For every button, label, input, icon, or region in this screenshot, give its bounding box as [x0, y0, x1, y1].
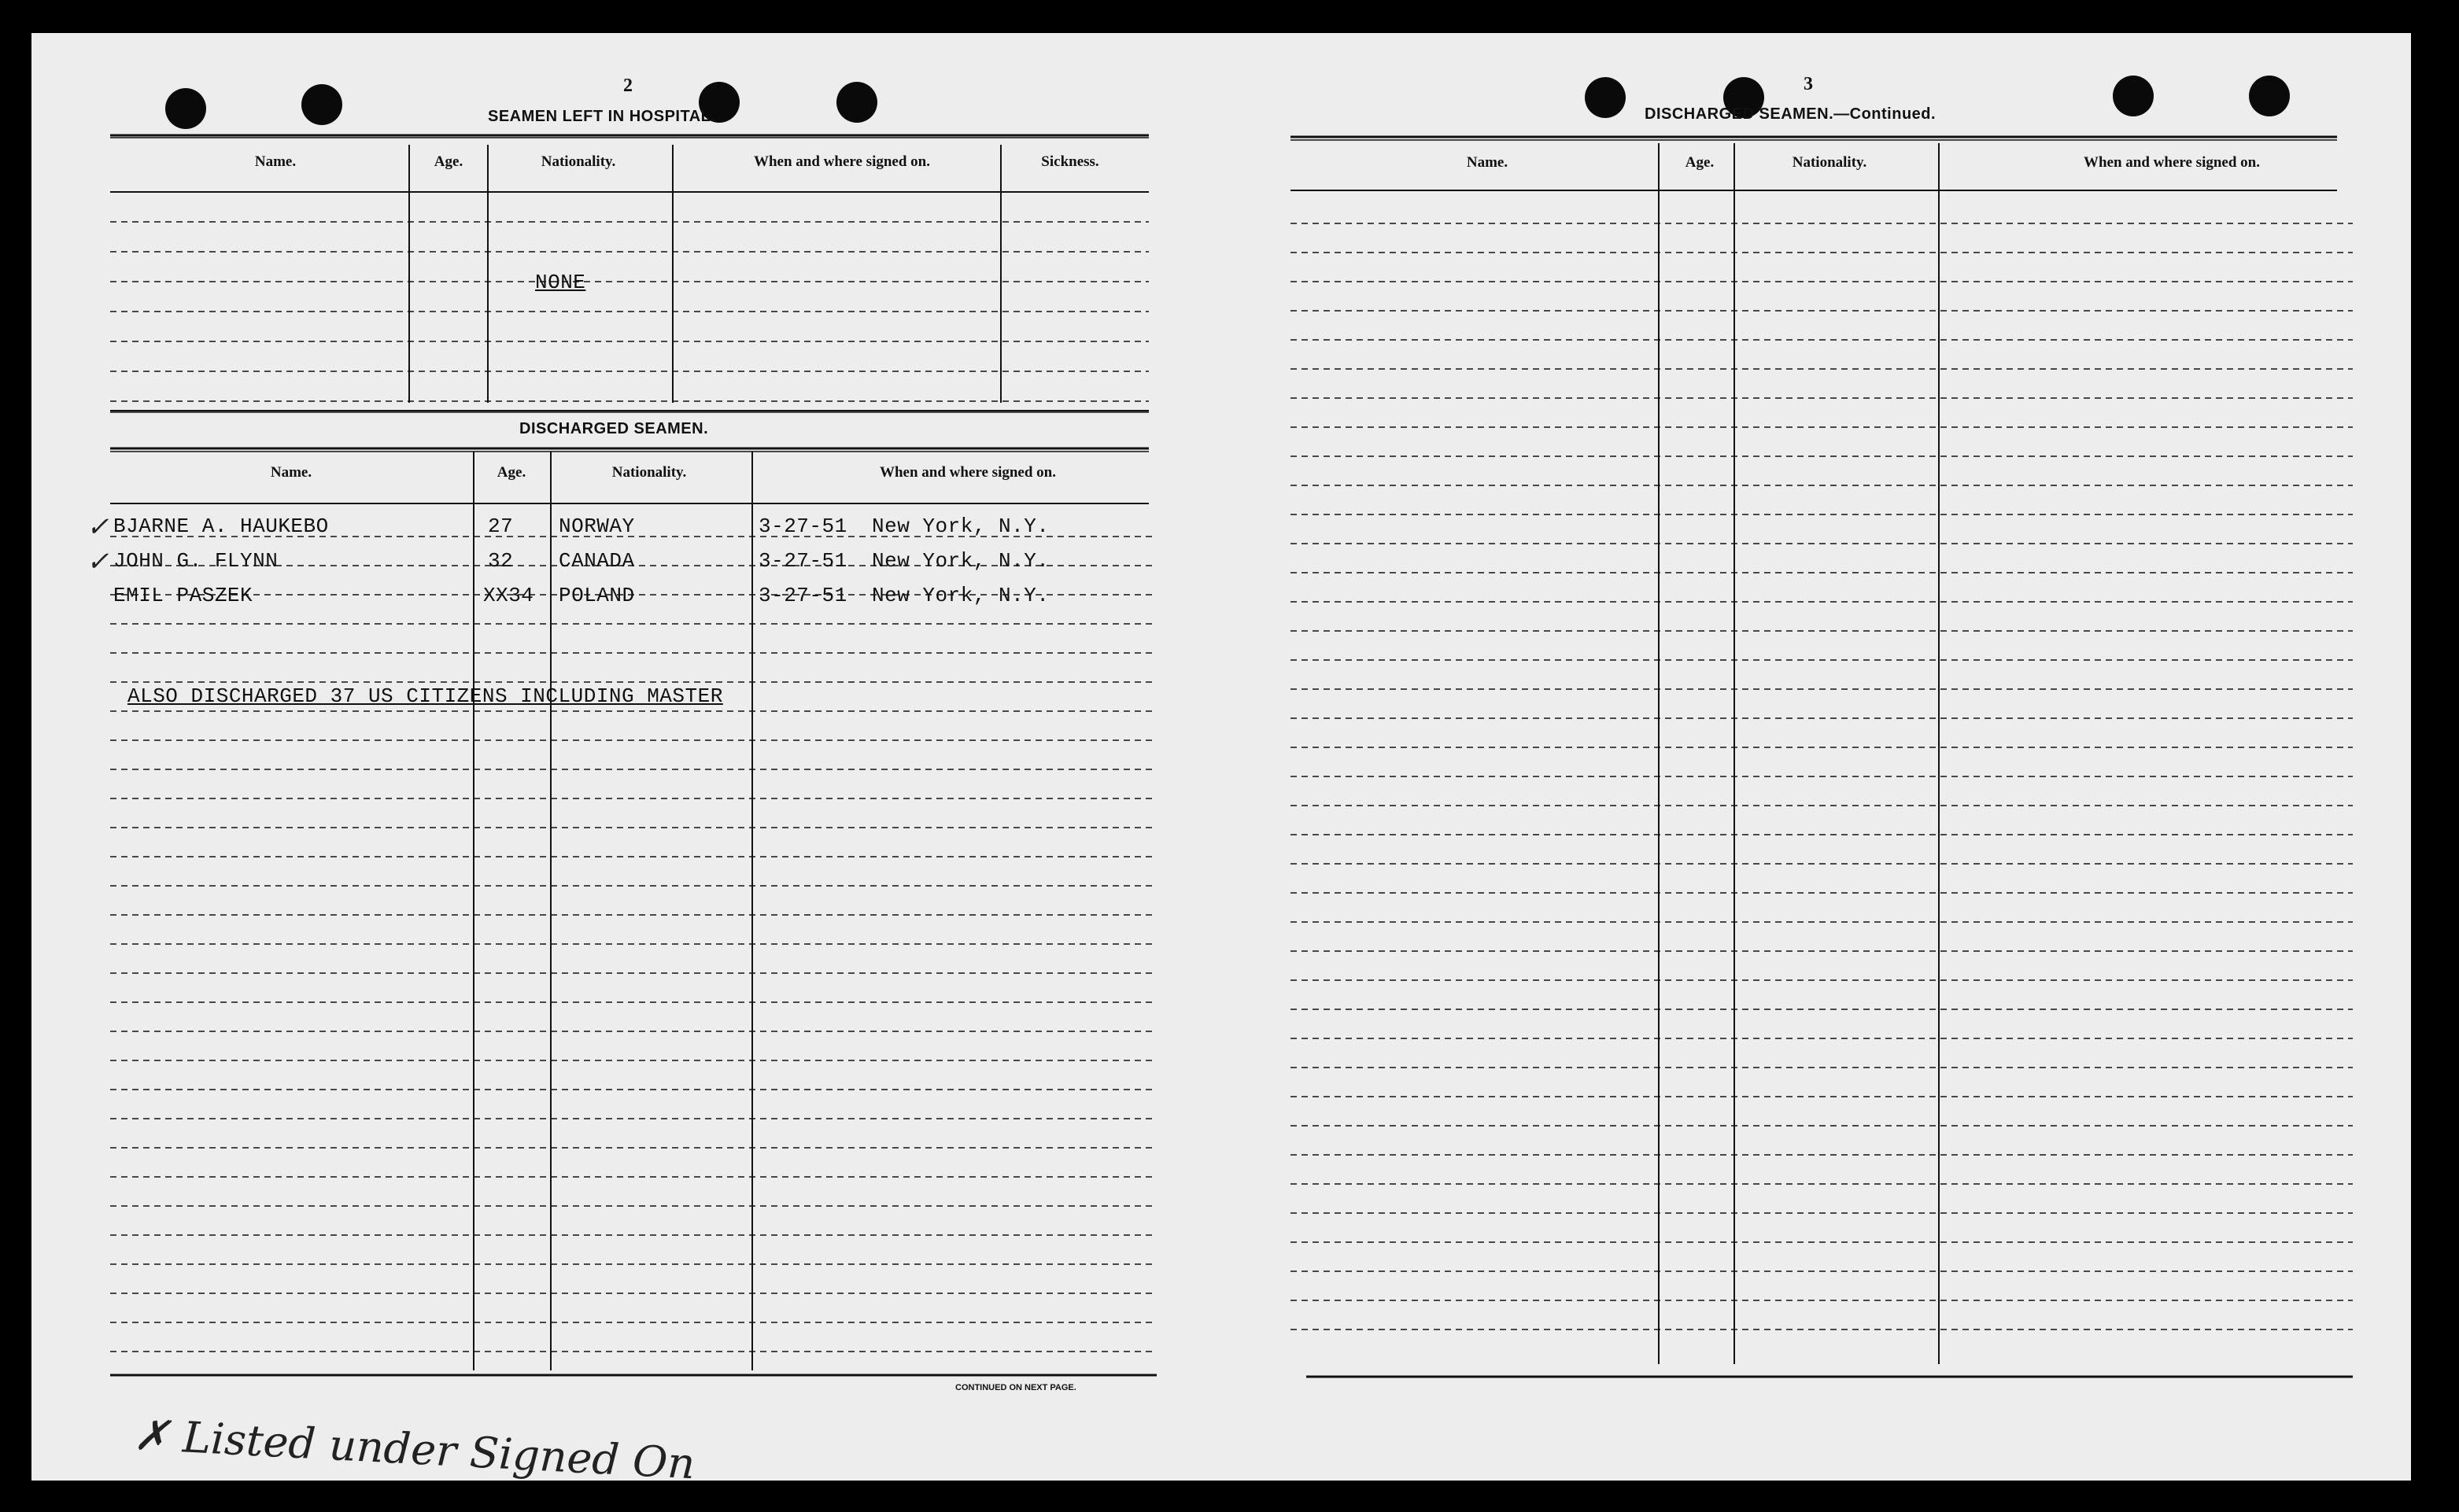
signed-on-date: 3-27-51	[759, 584, 847, 607]
discharged-section-title: DISCHARGED SEAMEN.	[519, 420, 709, 437]
right-section-title: DISCHARGED SEAMEN.—Continued.	[1645, 105, 1937, 123]
discharged-col-age: Age.	[497, 464, 526, 481]
hospital-entry-none: NONE	[535, 271, 586, 294]
seaman-name: EMIL PASZEK	[113, 584, 253, 607]
right-page-number: 3	[1804, 74, 1813, 94]
hospital-col-name: Name.	[254, 153, 297, 170]
hospital-col-nationality: Nationality.	[541, 153, 616, 170]
hospital-col-signed-on: When and where signed on.	[753, 153, 930, 170]
discharged-col-nationality: Nationality.	[611, 464, 687, 481]
check-mark: ✓	[87, 511, 109, 543]
right-col-name: Name.	[1466, 154, 1508, 171]
seaman-name: JOHN G. FLYNN	[113, 549, 279, 573]
discharged-col-signed-on: When and where signed on.	[879, 464, 1056, 481]
hospital-col-age: Age.	[434, 153, 463, 170]
seaman-name: BJARNE A. HAUKEBO	[113, 514, 329, 538]
seaman-nationality: CANADA	[559, 549, 635, 573]
seaman-age: 27	[488, 514, 514, 538]
document-sheet	[31, 33, 2411, 1489]
form-ruling	[31, 33, 2411, 1481]
signed-on-place: New York, N.Y.	[872, 549, 1050, 573]
seaman-nationality: POLAND	[559, 584, 635, 607]
hospital-section-title: SEAMEN LEFT IN HOSPITAL.	[488, 108, 716, 125]
signed-on-place: New York, N.Y.	[872, 584, 1050, 607]
discharged-note: ALSO DISCHARGED 37 US CITIZENS INCLUDING MASTER	[127, 684, 723, 708]
right-col-signed-on: When and where signed on.	[2083, 154, 2260, 171]
right-col-age: Age.	[1685, 154, 1715, 171]
seaman-nationality: NORWAY	[559, 514, 635, 538]
signed-on-place: New York, N.Y.	[872, 514, 1050, 538]
seaman-age: 32	[488, 549, 514, 573]
signed-on-date: 3-27-51	[759, 549, 847, 573]
check-mark: ✓	[87, 546, 109, 577]
hospital-col-sickness: Sickness.	[1041, 153, 1099, 170]
right-col-nationality: Nationality.	[1792, 154, 1867, 171]
signed-on-date: 3-27-51	[759, 514, 847, 538]
discharged-col-name: Name.	[270, 464, 312, 481]
seaman-age: XX34	[483, 584, 534, 607]
left-page-number: 2	[623, 76, 633, 96]
handwritten-note: ✗ Listed under Signed On	[132, 1410, 696, 1489]
continued-footer: CONTINUED ON NEXT PAGE.	[955, 1383, 1076, 1392]
